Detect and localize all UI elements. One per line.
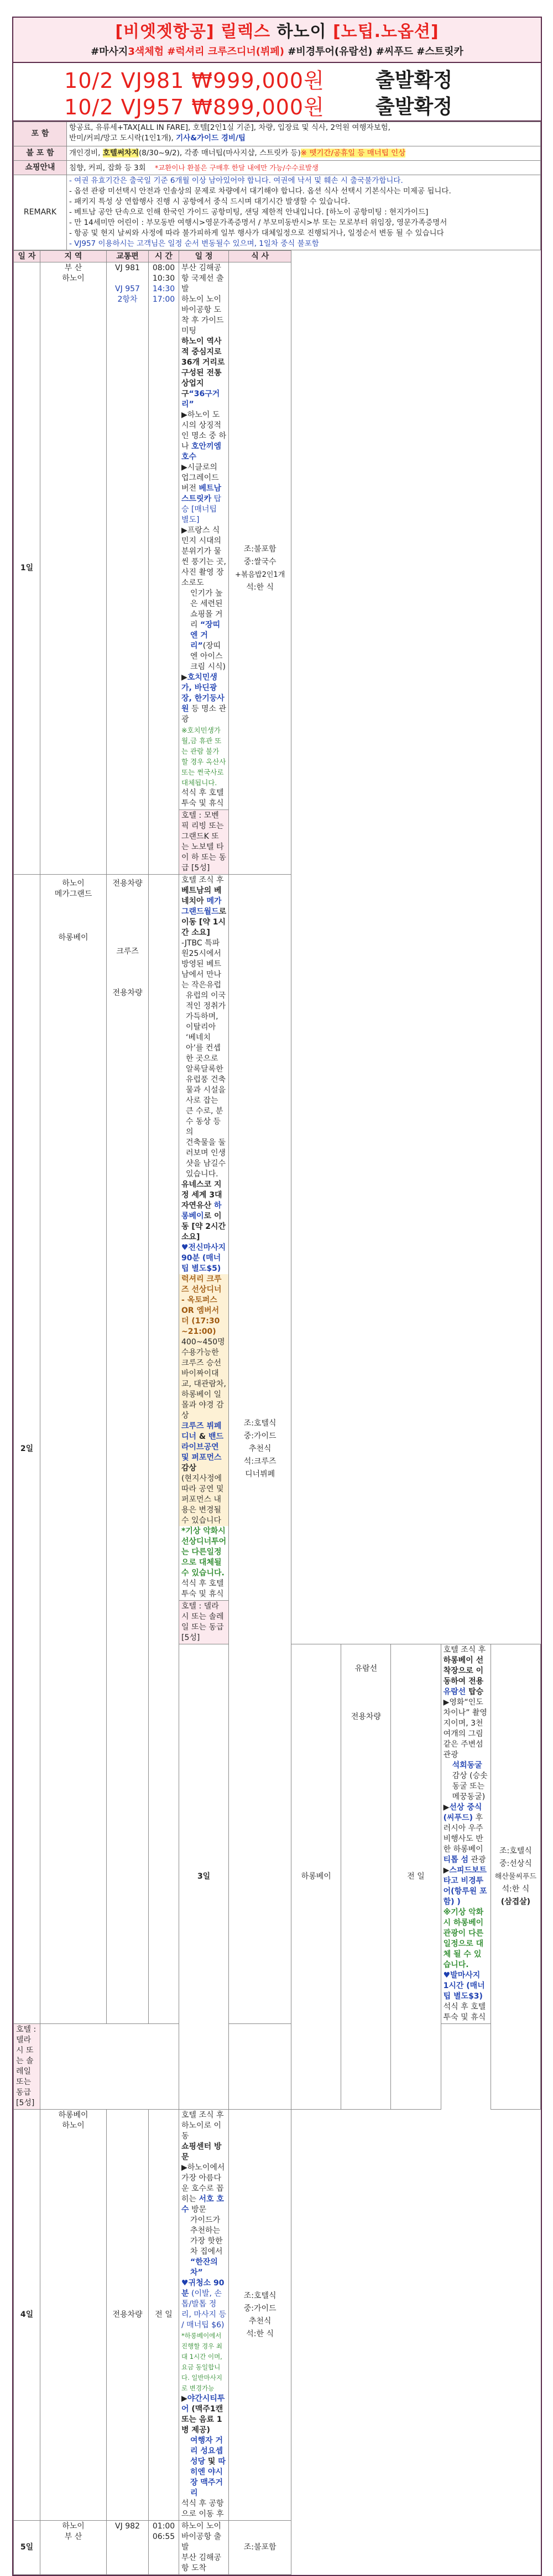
region-text: 하롱베이 — [291, 1644, 341, 2110]
meal-text: +볶음밥2인1개 — [235, 570, 285, 579]
col-time: 시 간 — [149, 251, 179, 262]
itinerary-text: ▶하노이에서 가장 아름다운 호수로 꼽히는 — [181, 2163, 225, 2204]
transport-text: 전용차량 — [112, 989, 143, 997]
itinerary-line: 건축물을 둘러보며 인생샷을 남길수 있습니다. — [186, 1138, 226, 1179]
region-text: 하노이 — [62, 2522, 85, 2531]
remark-item: - 베트남 공안 단속으로 인해 한국인 가이드 공항미팅, 샌딩 제한적 안내입니다. [하노이 공항미팅 : 현지가이드] — [69, 208, 429, 217]
day5-row — [14, 2521, 541, 2575]
itinerary-line — [444, 1655, 488, 1697]
day3-meals — [491, 1644, 540, 2110]
time-text: 10:30 — [152, 274, 175, 283]
flight-text: VJ 981 — [115, 264, 140, 272]
itinerary-text: 로 이동 [약 2시간 소요] — [181, 1212, 226, 1242]
cruise-box — [179, 1274, 228, 1526]
meal-text: 석:한 식 — [502, 1885, 530, 1894]
day3-itinerary — [441, 1644, 491, 2024]
time-text: 14:30 — [152, 285, 175, 293]
itinerary-line — [181, 2394, 226, 2436]
itinerary-highlight: 스피드보트 타고 비경투어(항루원 포함) ) — [443, 1866, 487, 1906]
itinerary-text: 유네스코 지정 세계 3대 자연유산 — [181, 1180, 222, 1210]
hashtags — [13, 45, 541, 59]
time-text: 17:00 — [152, 295, 175, 304]
meal-text: 중:쌀국수 — [243, 557, 276, 566]
region-text: 메가그랜드 — [54, 890, 92, 898]
hashtag-3color: 3색체험 — [128, 46, 164, 57]
itinerary-line: 하노이 노이바이공항 출발 — [181, 2522, 222, 2552]
remark-list — [67, 175, 541, 250]
itinerary-text: 탑승 — [466, 1687, 484, 1696]
shopping-items: 침향, 커피, 잡화 등 3회 — [69, 163, 146, 172]
itinerary-text: (장띠엔 아이스크림 시식) — [190, 642, 226, 671]
include-line — [69, 133, 538, 144]
itinerary-line — [444, 1760, 488, 1802]
itinerary-line: 석식 후 공항으로 이동 후 — [181, 2499, 224, 2519]
meal-text: 조:호텔식 — [243, 2291, 276, 2300]
flight-text: 2항차 — [117, 295, 138, 304]
shopping-label: 쇼핑안내 — [14, 161, 67, 175]
day1-region — [40, 262, 107, 875]
day2-row — [14, 875, 541, 1601]
hotel-text: 호텔 : 모벤픽 리빙 또는 그랜드K 또는 노보텔 타이 하 또는 동급 [5성] — [179, 810, 229, 875]
region-text: 하노이 — [62, 2121, 85, 2130]
itinerary-text: ▶ — [443, 1803, 450, 1812]
region-text: 하롱베이 — [58, 2111, 88, 2120]
day4-itinerary — [179, 2110, 229, 2521]
itinerary-line: 석식 후 호텔 투숙 및 휴식 — [181, 788, 224, 808]
meal-text: 추천식 — [248, 2316, 272, 2326]
itinerary-highlight: 베트남 스트릿카 — [181, 484, 222, 503]
itinerary-highlight: 선상 중식(씨푸드) — [443, 1803, 482, 1822]
itinerary-text: 하롱베이 선착장으로 이동하여 전용 — [443, 1656, 484, 1686]
col-itinerary: 일 정 — [179, 251, 229, 262]
remark-item: - 만 14세미만 어린이 : 부모동반 여행시>영문가족증명서 / 부모미동반시>부 또는 모로부터 위임장, 영문가족증명서 — [69, 218, 447, 227]
remark-item: - 항공 및 현지 날씨와 사정에 따라 불가피하게 일부 행사가 대체일정으로 진행되거나, 일정순서 변동 될 수 있습니다 — [69, 229, 444, 238]
itinerary-line — [181, 672, 226, 725]
itinerary-text: 감상 (승솟동굴 또는 메꿍동굴) — [452, 1771, 488, 1801]
title-relax: 릴렉스 — [221, 22, 271, 41]
itinerary-text: 가이드가 추천하는 가장 핫한 차 집에서 — [190, 2216, 223, 2256]
itinerary-line: 하노이 노이바이공항 도착 후 가이드 미팅 — [181, 295, 224, 335]
col-day: 일 자 — [14, 251, 40, 262]
itinerary-text: 후 러시아 우주비행사도 반한 하롱베이 — [443, 1813, 483, 1854]
itinerary-note: *하롱베이에서 진행할 경우 최대 1시간 이며, 요금 동일합니다. 일반마사지로 변경가능 — [181, 2332, 222, 2392]
itinerary-highlight: 메가 그랜드월드 — [181, 897, 222, 916]
itinerary-line — [181, 1180, 226, 1243]
time-text: 전 일 — [149, 2110, 179, 2521]
day3-hotel-row — [14, 2024, 541, 2110]
time-text: 06:55 — [152, 2532, 175, 2541]
hashtag-massage: #마사지 — [91, 46, 128, 57]
departure-status: 출발확정 — [375, 95, 453, 118]
price-text: 10/2 VJ957 ₩899,000원 — [64, 94, 325, 119]
price-row — [13, 65, 541, 92]
itinerary-line — [181, 410, 226, 462]
day-label: 2일 — [14, 875, 40, 2024]
meal-text: 조:호텔식 — [499, 1847, 532, 1855]
itinerary-highlight: 여행자 거리 성요셉 성당 — [190, 2436, 223, 2466]
itinerary-highlight: 석회동굴 — [452, 1761, 482, 1770]
info-table — [13, 122, 541, 250]
cruise-line: (현지사정에 따라 공연 및 퍼포먼스 내용은 변경될수 있습니다 — [181, 1474, 224, 1525]
cruise-highlight: 밴드 라이브공연 및 퍼포먼스 — [181, 1432, 224, 1462]
itinerary-text: ▶시클로의 업그레이드 버전 — [181, 463, 219, 493]
departure-status: 출발확정 — [375, 69, 453, 92]
remark-item: - 여권 유효기간은 출국일 기준 6개월 이상 남아있어야 합니다. 여권에 낙서 및 훼손 시 출국불가합니다. — [69, 176, 403, 185]
meal-text: 디너뷔페 — [245, 1470, 275, 1479]
remark-label: REMARK — [14, 175, 67, 250]
day-label: 4일 — [14, 2110, 40, 2521]
day1-time — [149, 262, 179, 875]
itinerary-line: 부산 김해공항 국제선 출발 — [181, 264, 224, 293]
itinerary-highlight: “장띠엔 거리” — [190, 621, 221, 650]
day5-time — [149, 2521, 179, 2575]
massage-option: ♥발마사지 1시간 (매너팁 별도$3) — [443, 1971, 485, 2001]
transport-text: 크루즈 — [116, 947, 139, 956]
itinerary-text: 인기가 높은 세련된 쇼핑몰 거리 — [190, 589, 223, 629]
meal-text: 조:불포함 — [229, 2521, 291, 2575]
itinerary-line — [181, 462, 226, 525]
day-label: 3일 — [179, 1644, 229, 2110]
hashtag-cruise: #럭셔리 크루즈디너(뷔페) — [167, 46, 284, 57]
transport-text: 전용차량 — [107, 2110, 149, 2521]
region-text: 부 산 — [64, 264, 82, 272]
itinerary-text: ▶ — [181, 673, 187, 682]
itinerary-line: 알록달록한 유럽풍 건축물과 시설을 사로 잡는 큰 수로, 분수 동상 등의 — [186, 1065, 226, 1137]
itinerary-text: 방문 — [189, 2205, 207, 2214]
cruise-line: 럭셔리 크루즈 선상디너 - 옥토퍼스 OR 엠버서더 (17:30 ~21:00) — [181, 1275, 222, 1336]
itinerary-text: 및 — [205, 2457, 218, 2466]
itinerary-note: ※호치민생가 월,금 휴관 또는 관람 불가 할 경우 옥산사 또는 쩐국사로 대체됩니다. — [181, 726, 226, 787]
include-row — [14, 122, 541, 146]
itinerary-line: 호텔 조식 후 — [181, 876, 224, 885]
exclude-label: 불 포 함 — [14, 146, 67, 161]
itinerary-highlight: 따히엔 야시장 맥주거리 — [190, 2457, 226, 2498]
day5-itinerary — [179, 2521, 229, 2575]
include-line: 항공료, 유류세+TAX[ALL IN FARE], 호텔[2인1실 기준], 차량, 입장료 및 식사, 2억원 여행자보험, — [69, 123, 390, 132]
meal-text: 추천식 — [248, 1444, 272, 1453]
col-region: 지 역 — [40, 251, 107, 262]
day4-row — [14, 2110, 541, 2521]
itinerary-note: *기상 악화시 선상디너투어는 다른일정으로 대체될 수 있습니다. — [181, 1527, 227, 1578]
meal-text: 해산물씨푸드 — [494, 1873, 537, 1881]
exclude-surcharge: 호텔써차지 — [102, 149, 139, 157]
itinerary-line — [181, 2436, 226, 2499]
itinerary-text: 관광 — [468, 1855, 486, 1864]
itinerary-highlight: “한잔의 차” — [190, 2258, 218, 2277]
meal-text: 중:가이드 — [243, 2304, 276, 2313]
schedule-header — [14, 251, 541, 262]
day3-transport — [341, 1644, 391, 2110]
itinerary-line: 호텔 조식 후 — [443, 1646, 486, 1654]
exclude-tips: (8/30~9/2), 각종 매너팁(마사지샵, 스트릿카 등) — [138, 149, 301, 157]
include-text — [67, 122, 541, 146]
itinerary-highlight: 티톱 섬 — [443, 1855, 469, 1864]
cruise-highlight: 크루즈 뷔페 디너 — [181, 1422, 222, 1441]
itinerary-text: (맥주1캔 또는 음료 1병 제공) — [181, 2405, 223, 2435]
itinerary-highlight: 호안끼엠 호수 — [181, 442, 222, 461]
itinerary-line — [181, 2215, 226, 2278]
exclude-notice: ※ 뗏기간/공휴일 등 매너팁 인상 — [300, 149, 406, 157]
itinerary-highlight: 야간시티투어 — [181, 2394, 225, 2414]
itinerary-text: 베트남의 베네치아 — [181, 886, 222, 906]
transport-text: 전용차량 — [112, 879, 143, 888]
flyer-header — [13, 18, 541, 63]
transport-text: 유람선 — [354, 1664, 378, 1673]
meal-text: 조:호텔식 — [243, 1419, 276, 1428]
itinerary-line — [181, 2278, 226, 2331]
itinerary-text: 탑승 [매너팁 별도] — [181, 495, 222, 524]
title-airline: [비엣젯항공] — [115, 22, 215, 41]
flyer-title — [13, 21, 541, 43]
title-notip: [노팁.노옵션] — [332, 22, 439, 41]
day2-transport — [107, 875, 149, 2024]
day1-transport — [107, 262, 149, 875]
itinerary-text: 등 명소 관광 — [181, 705, 226, 724]
exclude-row — [14, 146, 541, 161]
cruise-line: 바이짜이대교, 대관람차, 하롱베이 일몰과 야경 감상 — [181, 1369, 226, 1420]
transport-text: 전용차량 — [351, 1712, 381, 1721]
meal-text: (삼겹살) — [500, 1897, 531, 1906]
exclude-personal: 개인경비, — [69, 149, 101, 157]
itinerary-note: ※기상 악화시 하롱베이 관광이 다른 일정으로 대체 될 수 있습니다. — [443, 1908, 484, 1969]
meal-text: 중:가이드 — [243, 1432, 276, 1441]
meal-text: 중:선상식 — [499, 1859, 532, 1868]
itinerary-line: 호텔 조식 후 하노이로 이동 — [181, 2111, 224, 2141]
region-text: 하노이 — [62, 274, 85, 283]
cruise-line: 400~450명 수용가능한 크루즈 승선 — [181, 1338, 225, 1368]
title-hanoi: 하노이 — [276, 22, 327, 41]
meal-text: 조:불포함 — [243, 544, 276, 554]
include-label: 포 함 — [14, 122, 67, 146]
day1-itinerary — [179, 262, 229, 810]
region-text: 부 산 — [64, 2532, 82, 2541]
price-text: 10/2 VJ981 ₩999,000원 — [64, 68, 325, 93]
include-guide-tip: 기사&가이드 경비/팁 — [176, 134, 246, 143]
schedule-table — [13, 250, 541, 2575]
day2-meals — [229, 875, 291, 2024]
itinerary-line — [444, 1802, 488, 1865]
day1-row — [14, 262, 541, 810]
cruise-text: & — [196, 1432, 209, 1441]
shopping-text — [67, 161, 541, 175]
region-text: 하롱베이 — [58, 933, 88, 942]
meal-text: 석:한 식 — [246, 2329, 274, 2338]
itinerary-highlight: 서호 호수 — [181, 2195, 224, 2214]
day2-itinerary — [179, 875, 229, 1601]
exclude-text — [67, 146, 541, 161]
price-box — [13, 63, 541, 122]
day2-region — [40, 875, 107, 2024]
cruise-text: 감상 — [181, 1464, 197, 1473]
tour-flyer — [12, 17, 542, 2576]
itinerary-text: ▶ — [443, 1866, 450, 1875]
itinerary-line — [181, 588, 226, 672]
col-transport: 교통편 — [107, 251, 149, 262]
massage-option: ♥전신마사지 90분 (매너팁 별도$5) — [181, 1243, 226, 1273]
itinerary-highlight: 유람선 — [443, 1687, 466, 1696]
cruise-line — [181, 1421, 226, 1474]
itinerary-line — [181, 886, 226, 938]
time-text: 전 일 — [391, 1644, 441, 2110]
itinerary-line: 석식 후 호텔 투숙 및 휴식 — [181, 1579, 224, 1599]
itinerary-highlight: 호치민생가, 바딘광장, 한기둥사원 — [181, 673, 225, 713]
itinerary-line: 석식 후 호텔투숙 및 휴식 — [443, 2002, 486, 2022]
col-meals: 식 사 — [229, 251, 291, 262]
flight-text: VJ 957 — [115, 285, 140, 293]
hashtag-rest: #비경투어(유람선) #씨푸드 #스트릿카 — [288, 46, 463, 57]
itinerary-line — [444, 1865, 488, 1907]
flight-text: VJ 982 — [107, 2521, 149, 2575]
itinerary-highlight: 하롱베이 — [181, 1201, 222, 1221]
time-text: 01:00 — [152, 2522, 175, 2531]
day5-region — [40, 2521, 107, 2575]
itinerary-text: 하노이 역사적 중심지로 36개 거리로 구성된 전통 상업지구 — [181, 337, 225, 398]
itinerary-text: 로 이동 [약 1시간 소요] — [181, 907, 227, 937]
day-label: 1일 — [14, 262, 40, 875]
massage-option: ♥귀청소 90분 — [181, 2279, 225, 2298]
hotel-text: 호텔 : 델라시 또는 솔레일 또는 동급 [5성] — [14, 2024, 40, 2110]
itinerary-line: 쇼핑센터 방문 — [181, 2142, 222, 2162]
itinerary-text: ▶ — [181, 2394, 187, 2403]
day4-region — [40, 2110, 107, 2521]
itinerary-line: -JTBC 특파원25시에서 방영된 베트남에서 만나는 작은유럽 — [181, 939, 222, 990]
day2-time — [149, 875, 179, 2024]
hotel-text: 호텔 : 델라시 또는 솔레일 또는 동급 [5성] — [179, 1601, 229, 1644]
itinerary-line: ▶프랑스 식민지 시대의 분위기가 물씬 풍기는 곳, 사진 촬영 장소로도 — [181, 526, 226, 587]
day1-meals — [229, 262, 291, 875]
price-row — [13, 92, 541, 118]
itinerary-line — [181, 2163, 226, 2215]
itinerary-line — [181, 337, 226, 410]
itinerary-line: 유럽의 이국적인 정취가 가득하며, 이탈리아 ‘베네치아’를 컨셉한 곳으로 — [186, 991, 226, 1063]
meal-text: 석:크루즈 — [243, 1457, 276, 1466]
remark-item: - 옵션 관광 미선택시 안전과 인솔상의 문제로 차량에서 대기해야 합니다. 옵션 식사 선택시 기본식사는 미제공 됩니다. — [69, 187, 451, 196]
remark-item: - VJ957 이용하시는 고객님은 일정 순서 변동될수 있으며, 1일차 중식 불포함 — [69, 239, 319, 248]
itinerary-highlight: “36구거리” — [181, 390, 220, 409]
region-text: 하노이 — [62, 879, 85, 888]
meal-text: 석:한 식 — [246, 582, 274, 592]
remark-row — [14, 175, 541, 250]
day4-meals — [229, 2110, 291, 2521]
remark-item: - 패키지 특성 상 연합행사 진행 시 공항에서 중식 드시며 대기시간 발생할 수 있습니다. — [69, 197, 351, 206]
include-lunchbox: 반미/커피/망고 도시락(1인1개), — [69, 134, 174, 143]
itinerary-text: ▶하노이 도시의 상징적인 명소 중 하나 — [181, 411, 226, 451]
itinerary-line: 부산 김해공항 도착 — [181, 2553, 222, 2573]
time-text: 08:00 — [152, 264, 175, 272]
itinerary-text: (이발, 손톱/발톱 정리, 마사지 등 / 매너팁 $6) — [181, 2289, 226, 2330]
shopping-row — [14, 161, 541, 175]
shopping-refund-note: *교환이나 환불은 구매후 한달 내에만 가능/수수료발생 — [154, 163, 319, 172]
itinerary-line: ▶영화“인도차이나” 촬영지이며, 3천여개의 그림같은 주변섬 관광 — [443, 1698, 487, 1759]
day-label: 5일 — [14, 2521, 40, 2575]
